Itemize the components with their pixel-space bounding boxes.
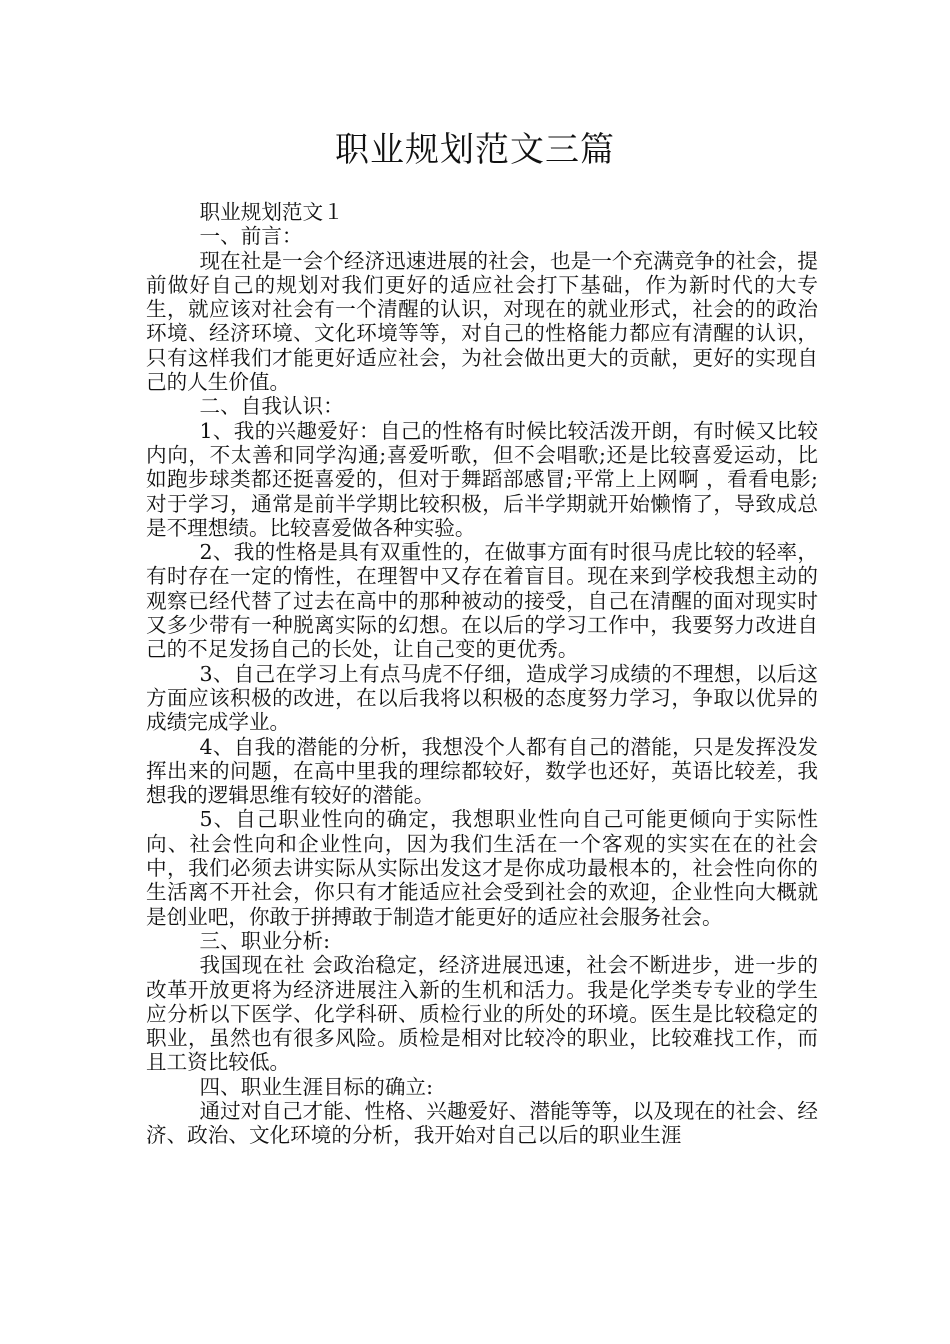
paragraph-study-habits: 3、自己在学习上有点马虎不仔细，造成学习成绩的不理想，以后这方面应该积极的改进，在以后我将以积极的态度努力学习，争取以优异的成绩完成学业。 [146, 661, 818, 735]
paragraph-career-analysis: 我国现在社 会政治稳定，经济进展迅速，社会不断进步，进一步的改革开放更将为经济进展注入新的生机和活力。我是化学类专专业的学生应分析以下医学、化学科研、质检行业的所处的环境。医生是比较稳定的职业，虽然也有很多风险。质检是相对比较冷的职业，比较难找工作，而且工资比较低。 [146, 953, 818, 1075]
section-heading-self-knowledge: 二、自我认识： [199, 394, 344, 419]
paragraph-subtitle: 职业规划范文１ [199, 200, 344, 224]
document-body [146, 200, 818, 1148]
paragraph-interests: 1、我的兴趣爱好：自己的性格有时候比较活泼开朗，有时候又比较内向，不太善和同学沟通;喜爱听歌，但不会唱歌;还是比较喜爱运动，比如跑步球类都还挺喜爱的，但对于舞蹈部感冒;平常上上网啊 ，看看电影;对于学习，通常是前半学期比较积极，后半学期就开始懒惰了，导致成总是不理想绩。比较喜爱做各种实验。 [146, 418, 818, 540]
paragraph-personality: 2、我的性格是具有双重性的，在做事方面有时很马虎比较的轻率，有时存在一定的惰性，在理智中又存在着盲目。现在来到学校我想主动的观察已经代替了过去在高中的那种被动的接受，自己在清醒的面对现实时又多少带有一种脱离实际的幻想。在以后的学习工作中，我要努力改进自己的不足发扬自己的长处，让自己变的更优秀。 [146, 540, 818, 662]
section-heading-career-analysis: 三、职业分析: [199, 928, 331, 953]
paragraph-career-goals: 通过对自己才能、性格、兴趣爱好、潜能等等，以及现在的社会、经济、政治、文化环境的分析，我开始对自己以后的职业生涯 [146, 1098, 818, 1148]
document-title: 职业规划范文三篇 [335, 130, 615, 170]
paragraph-career-orientation: 5、自己职业性向的确定，我想职业性向自己可能更倾向于实际性向、社会性向和企业性向，因为我们生活在一个客观的实实在在的社会中，我们必须去讲实际从实际出发这才是你成功最根本的，社会性向你的生活离不开社会，你只有才能适应社会受到社会的欢迎，企业性向大概就是创业吧，你敢于拼搏敢于制造才能更好的适应社会服务社会。 [146, 807, 818, 929]
paragraph-preface: 现在社是一会个经济迅速进展的社会，也是一个充满竞争的社会，提前做好自己的规划对我们更好的适应社会打下基础，作为新时代的大专生，就应该对社会有一个清醒的认识，对现在的就业形式，社会的的政治环境、经济环境、文化环境等等，对自己的性格能力都应有清醒的认识，只有这样我们才能更好适应社会，为社会做出更大的贡献，更好的实现自己的人生价值。 [146, 248, 818, 395]
paragraph-potential: 4、自我的潜能的分析，我想没个人都有自己的潜能，只是发挥没发挥出来的问题，在高中里我的理综都较好，数学也还好，英语比较差，我想我的逻辑思维有较好的潜能。 [146, 734, 818, 808]
section-heading-preface: 一、前言： [199, 224, 303, 249]
section-heading-career-goals: 四、职业生涯目标的确立: [199, 1074, 434, 1099]
